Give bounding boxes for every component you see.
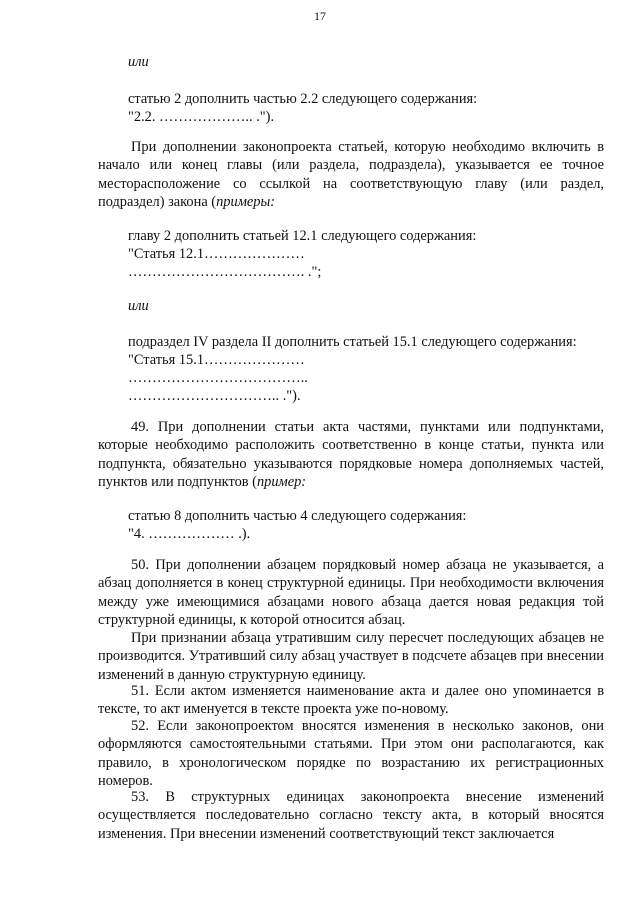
example-line: ………………………….. ."). bbox=[128, 388, 301, 404]
example-line: ………………………………. ."; bbox=[128, 264, 322, 280]
paragraph-text: 49. При дополнении статьи акта частями, пунктами или подпунктами, которые необходимо расположить соответственно в конце статьи, пункта или подпункта, обязательно указываются порядковые номера дополняемых частей, пунктов или подпунктов ( bbox=[98, 419, 604, 491]
example-line: статью 2 дополнить частью 2.2 следующего содержания: bbox=[128, 91, 478, 107]
or-label: или bbox=[128, 54, 149, 70]
paragraph bbox=[98, 138, 604, 212]
examples-label: примеры: bbox=[216, 194, 275, 211]
example-line: "4. ……………… .). bbox=[128, 526, 251, 542]
example-label: пример: bbox=[256, 474, 307, 491]
paragraph-text: При дополнении законопроекта статьей, которую необходимо включить в начало или конец главы (или раздела, подраздела), указывается ее точное месторасположение со ссылкой на соответствующую главу (или раздел, подраздел) закона ( bbox=[98, 139, 604, 211]
example-line: ……………………………….. bbox=[128, 370, 308, 386]
paragraph: 51. Если актом изменяется наименование акта и далее оно упоминается в тексте, то акт именуется в тексте проекта уже по-новому. bbox=[98, 683, 604, 718]
example-line: подраздел IV раздела II дополнить статьей 15.1 следующего содержания: bbox=[128, 334, 577, 350]
paragraph: 52. Если законопроектом вносятся изменения в несколько законов, они оформляются самостоятельными статьями. При этом они располагаются, как правило, в хронологическом порядке по возрастанию их регистрационных номеров. bbox=[98, 718, 604, 790]
paragraph bbox=[98, 418, 604, 492]
example-line: "Статья 12.1………………… bbox=[128, 246, 305, 262]
example-line: "Статья 15.1………………… bbox=[128, 352, 305, 368]
or-label: или bbox=[128, 298, 149, 314]
paragraph: 50. При дополнении абзацем порядковый номер абзаца не указывается, а абзац дополняется в конец структурной единицы. При необходимости включения между уже имеющимися абзацами нового абзаца дается новая редакция той структурной единицы, к которой относится абзац. bbox=[98, 557, 604, 629]
page-number: 17 bbox=[314, 9, 326, 23]
paragraph: 53. В структурных единицах законопроекта внесение изменений осуществляется последовательно согласно тексту акта, в который вносятся изменения. При внесении изменений соответствующий текст заключается bbox=[98, 789, 604, 842]
paragraph: При признании абзаца утратившим силу пересчет последующих абзацев не производится. Утративший силу абзац участвует в подсчете абзацев при внесении изменений в данную структурную единицу. bbox=[98, 630, 604, 683]
example-line: главу 2 дополнить статьей 12.1 следующего содержания: bbox=[128, 228, 477, 244]
example-line: статью 8 дополнить частью 4 следующего содержания: bbox=[128, 508, 467, 524]
example-line: "2.2. ……………….. ."). bbox=[128, 109, 275, 125]
